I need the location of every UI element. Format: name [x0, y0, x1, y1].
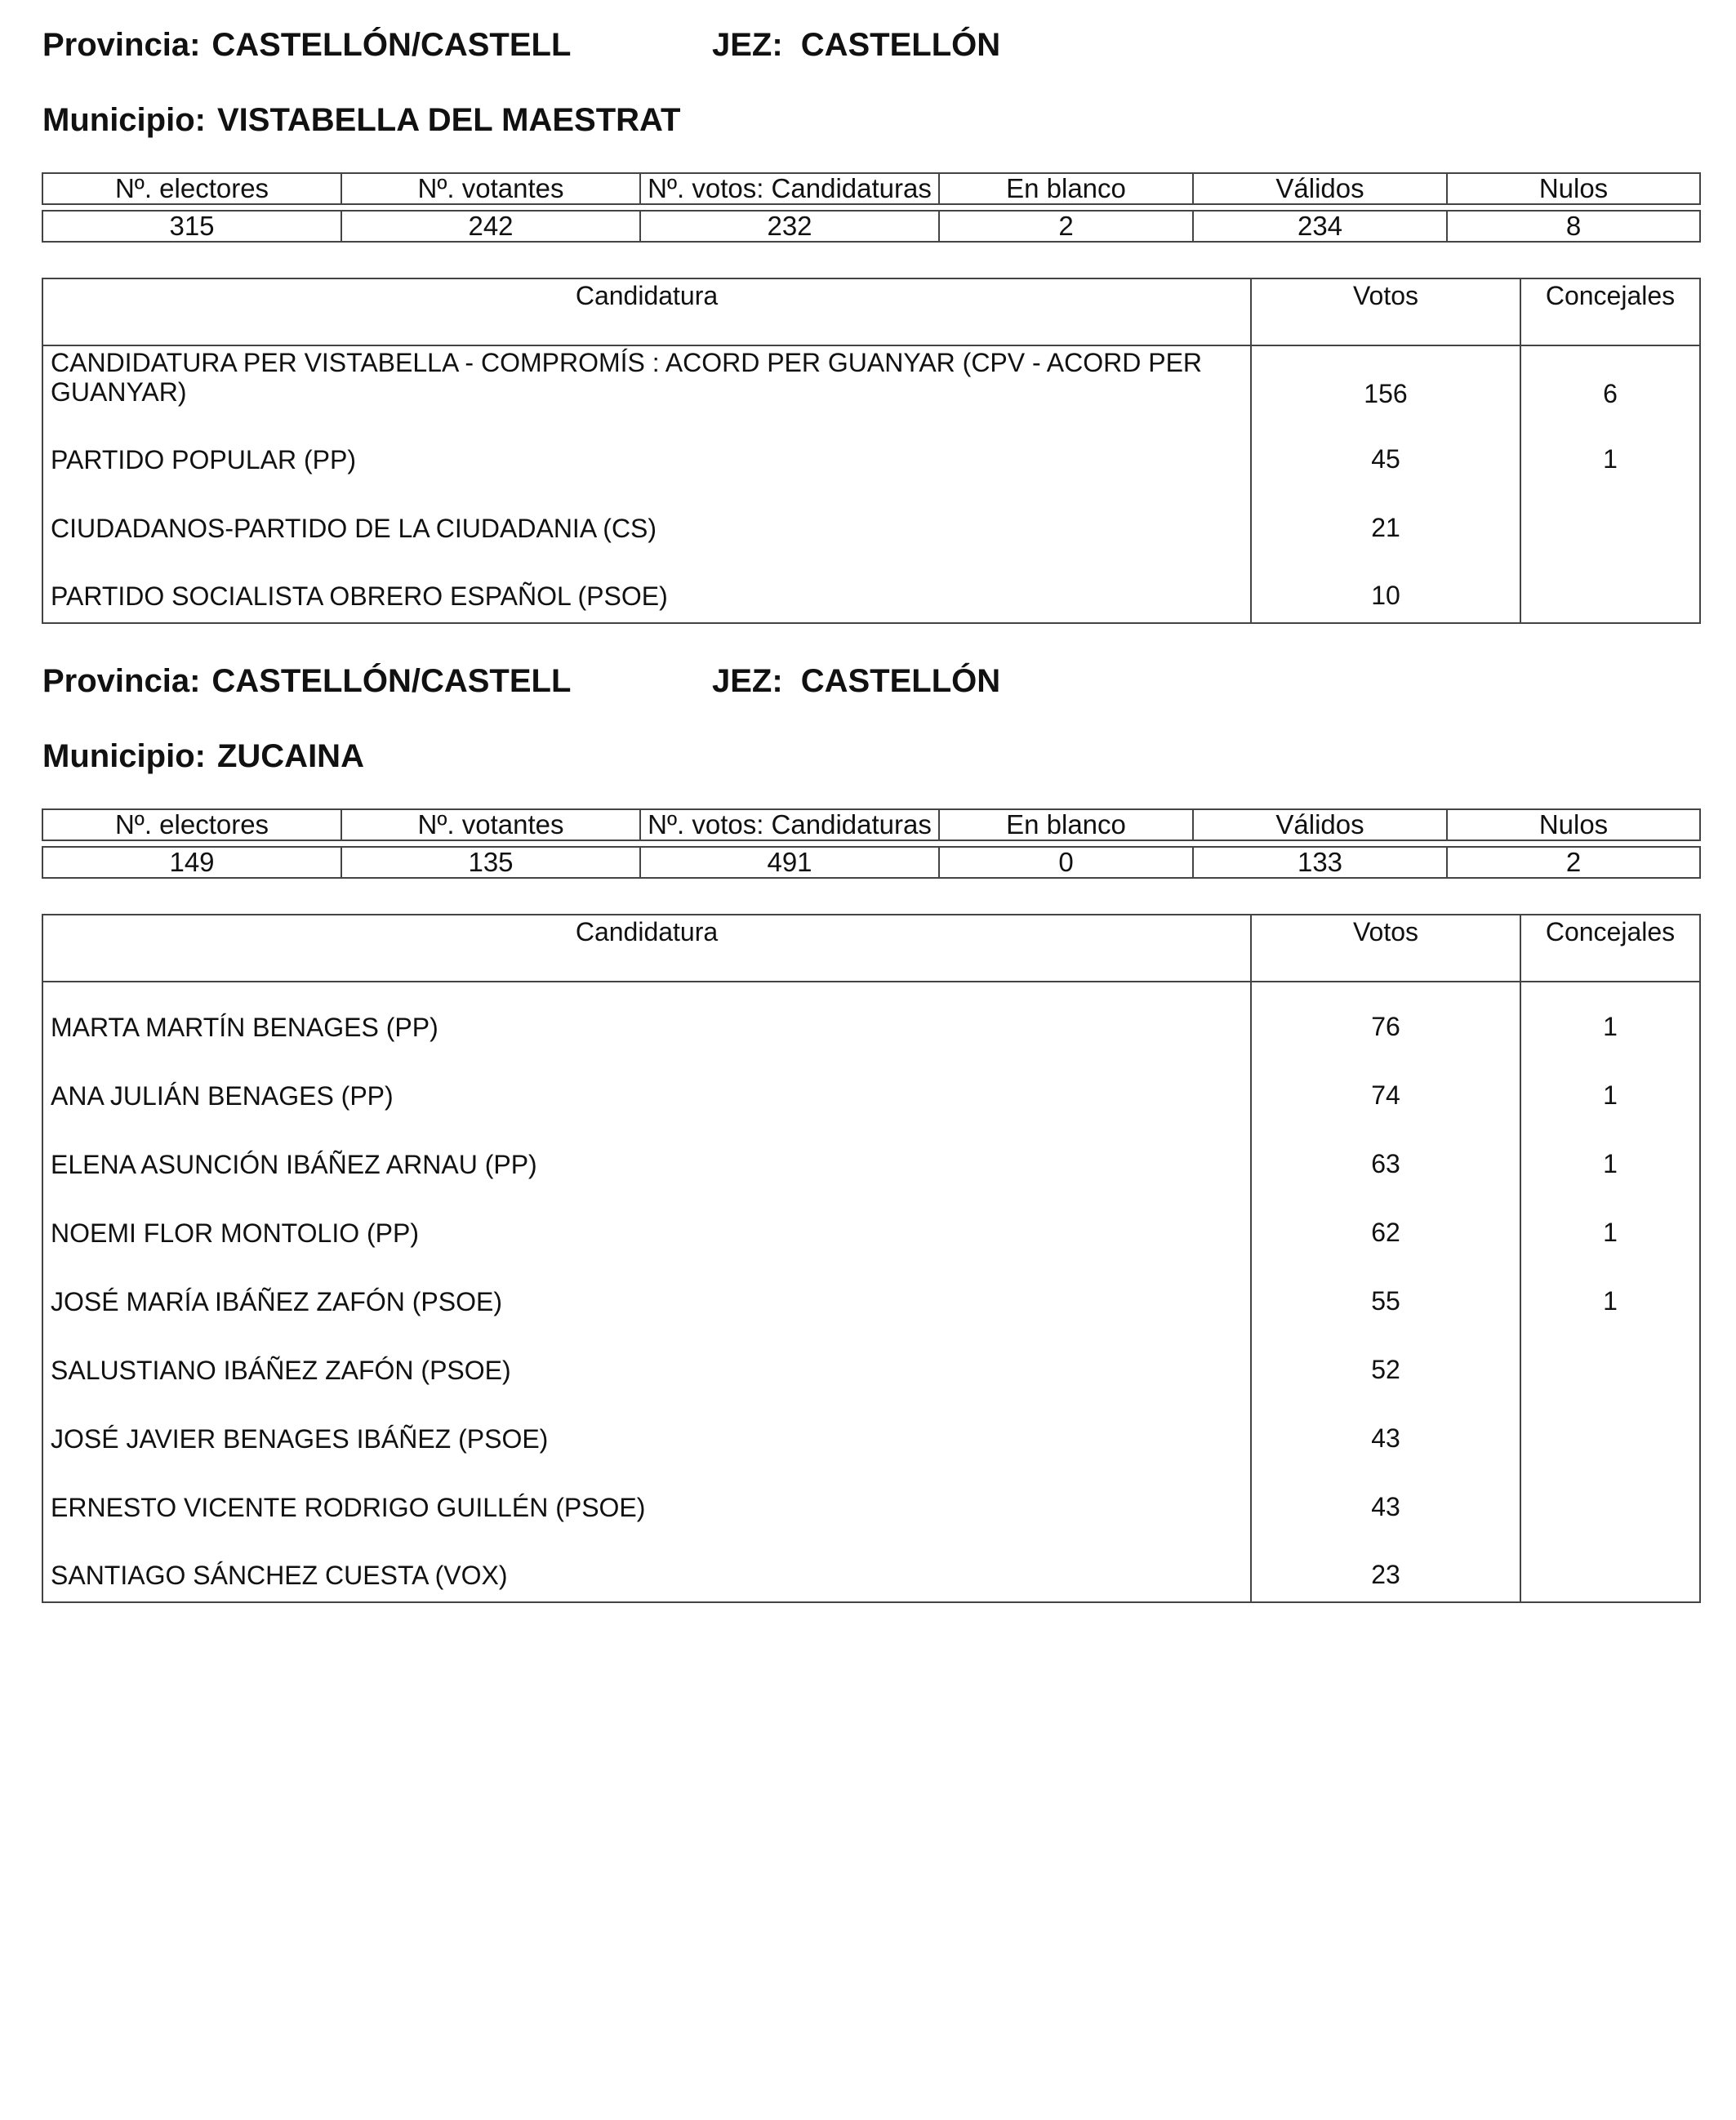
candidatura-name: JOSÉ JAVIER BENAGES IBÁÑEZ (PSOE) [42, 1396, 1251, 1465]
table-row [42, 554, 1700, 623]
votos-value: 62 [1251, 1191, 1520, 1259]
votos-value: 10 [1251, 554, 1520, 623]
concejales-value [1520, 486, 1700, 554]
votos-value: 23 [1251, 1534, 1520, 1602]
stats-header: Nulos [1447, 809, 1700, 840]
concejales-value [1520, 1465, 1700, 1534]
municipio-label: Municipio: [42, 102, 206, 138]
candidatura-name: ELENA ASUNCIÓN IBÁÑEZ ARNAU (PP) [42, 1122, 1251, 1191]
stats-header: Nº. votantes [341, 173, 640, 204]
table-row [42, 486, 1700, 554]
concejales-value: 6 [1520, 345, 1700, 417]
concejales-value: 1 [1520, 1053, 1700, 1122]
table-row [42, 1259, 1700, 1328]
cand-header-row [42, 915, 1700, 982]
stats-value: 135 [341, 847, 640, 878]
jez-header [712, 27, 1000, 64]
votos-value: 76 [1251, 982, 1520, 1053]
cand-header-candidatura: Candidatura [42, 278, 1251, 345]
stats-header: Nº. electores [42, 809, 341, 840]
table-row [42, 982, 1700, 1053]
stats-gap [42, 204, 1700, 211]
candidatura-name: SANTIAGO SÁNCHEZ CUESTA (VOX) [42, 1534, 1251, 1602]
candidatura-name: JOSÉ MARÍA IBÁÑEZ ZAFÓN (PSOE) [42, 1259, 1251, 1328]
concejales-value: 1 [1520, 417, 1700, 486]
provincia-value: CASTELLÓN/CASTELL [211, 27, 572, 63]
candidatura-name: PARTIDO POPULAR (PP) [42, 417, 1251, 486]
provincia-value: CASTELLÓN/CASTELL [211, 663, 572, 699]
stats-value: 242 [341, 211, 640, 242]
municipio-header [42, 738, 364, 775]
jez-label: JEZ: [712, 27, 783, 63]
stats-header: En blanco [939, 173, 1193, 204]
votos-value: 52 [1251, 1328, 1520, 1396]
stats-table [42, 172, 1701, 243]
votos-value: 43 [1251, 1465, 1520, 1534]
candidatura-name: SALUSTIANO IBÁÑEZ ZAFÓN (PSOE) [42, 1328, 1251, 1396]
stats-header: Nº. votos: Candidaturas [640, 809, 939, 840]
stats-value: 2 [939, 211, 1193, 242]
table-row [42, 417, 1700, 486]
votos-value: 156 [1251, 345, 1520, 417]
table-row [42, 345, 1700, 417]
concejales-value [1520, 1396, 1700, 1465]
jez-value: CASTELLÓN [800, 663, 1001, 699]
table-row [42, 1191, 1700, 1259]
stats-value: 315 [42, 211, 341, 242]
candidatura-name: ANA JULIÁN BENAGES (PP) [42, 1053, 1251, 1122]
candidatura-table [42, 278, 1701, 624]
cand-header-candidatura: Candidatura [42, 915, 1251, 982]
votos-value: 55 [1251, 1259, 1520, 1328]
votos-value: 74 [1251, 1053, 1520, 1122]
jez-value: CASTELLÓN [800, 27, 1001, 63]
provincia-label: Provincia: [42, 27, 201, 63]
stats-header: Nulos [1447, 173, 1700, 204]
stats-header-row [42, 809, 1700, 840]
candidatura-name: PARTIDO SOCIALISTA OBRERO ESPAÑOL (PSOE) [42, 554, 1251, 623]
stats-value: 8 [1447, 211, 1700, 242]
cand-header-votos: Votos [1251, 278, 1520, 345]
stats-value: 0 [939, 847, 1193, 878]
stats-header: Válidos [1193, 809, 1447, 840]
table-row [42, 1122, 1700, 1191]
municipio-header [42, 102, 680, 139]
cand-header-votos: Votos [1251, 915, 1520, 982]
candidatura-name: NOEMI FLOR MONTOLIO (PP) [42, 1191, 1251, 1259]
stats-header: Nº. votos: Candidaturas [640, 173, 939, 204]
stats-header: Válidos [1193, 173, 1447, 204]
candidatura-name: CIUDADANOS-PARTIDO DE LA CIUDADANIA (CS) [42, 486, 1251, 554]
votos-value: 45 [1251, 417, 1520, 486]
table-row [42, 1534, 1700, 1602]
municipio-value: ZUCAINA [216, 738, 364, 774]
stats-value-row [42, 211, 1700, 242]
stats-header: Nº. votantes [341, 809, 640, 840]
stats-gap [42, 840, 1700, 847]
concejales-value: 1 [1520, 982, 1700, 1053]
concejales-value [1520, 1534, 1700, 1602]
provincia-label: Provincia: [42, 663, 201, 699]
stats-table [42, 808, 1701, 879]
cand-header-concejales: Concejales [1520, 278, 1700, 345]
concejales-value: 1 [1520, 1191, 1700, 1259]
votos-value: 43 [1251, 1396, 1520, 1465]
stats-header: En blanco [939, 809, 1193, 840]
cand-header-concejales: Concejales [1520, 915, 1700, 982]
candidatura-table [42, 914, 1701, 1603]
table-row [42, 1328, 1700, 1396]
municipio-value: VISTABELLA DEL MAESTRAT [216, 102, 681, 138]
stats-value: 2 [1447, 847, 1700, 878]
votos-value: 21 [1251, 486, 1520, 554]
candidatura-name: CANDIDATURA PER VISTABELLA - COMPROMÍS : ACORD PER GUANYAR (CPV - ACORD PER GUANYAR) [42, 345, 1251, 417]
concejales-value: 1 [1520, 1122, 1700, 1191]
table-row [42, 1396, 1700, 1465]
municipio-label: Municipio: [42, 738, 206, 774]
provincia-header [42, 663, 575, 700]
stats-value: 491 [640, 847, 939, 878]
stats-value: 234 [1193, 211, 1447, 242]
concejales-value [1520, 554, 1700, 623]
jez-header [712, 663, 1000, 700]
jez-label: JEZ: [712, 663, 783, 699]
table-row [42, 1465, 1700, 1534]
cand-header-row [42, 278, 1700, 345]
stats-value: 133 [1193, 847, 1447, 878]
provincia-header [42, 27, 575, 64]
stats-header-row [42, 173, 1700, 204]
stats-value: 149 [42, 847, 341, 878]
concejales-value: 1 [1520, 1259, 1700, 1328]
candidatura-name: ERNESTO VICENTE RODRIGO GUILLÉN (PSOE) [42, 1465, 1251, 1534]
stats-header: Nº. electores [42, 173, 341, 204]
stats-value: 232 [640, 211, 939, 242]
candidatura-name: MARTA MARTÍN BENAGES (PP) [42, 982, 1251, 1053]
votos-value: 63 [1251, 1122, 1520, 1191]
concejales-value [1520, 1328, 1700, 1396]
table-row [42, 1053, 1700, 1122]
stats-value-row [42, 847, 1700, 878]
